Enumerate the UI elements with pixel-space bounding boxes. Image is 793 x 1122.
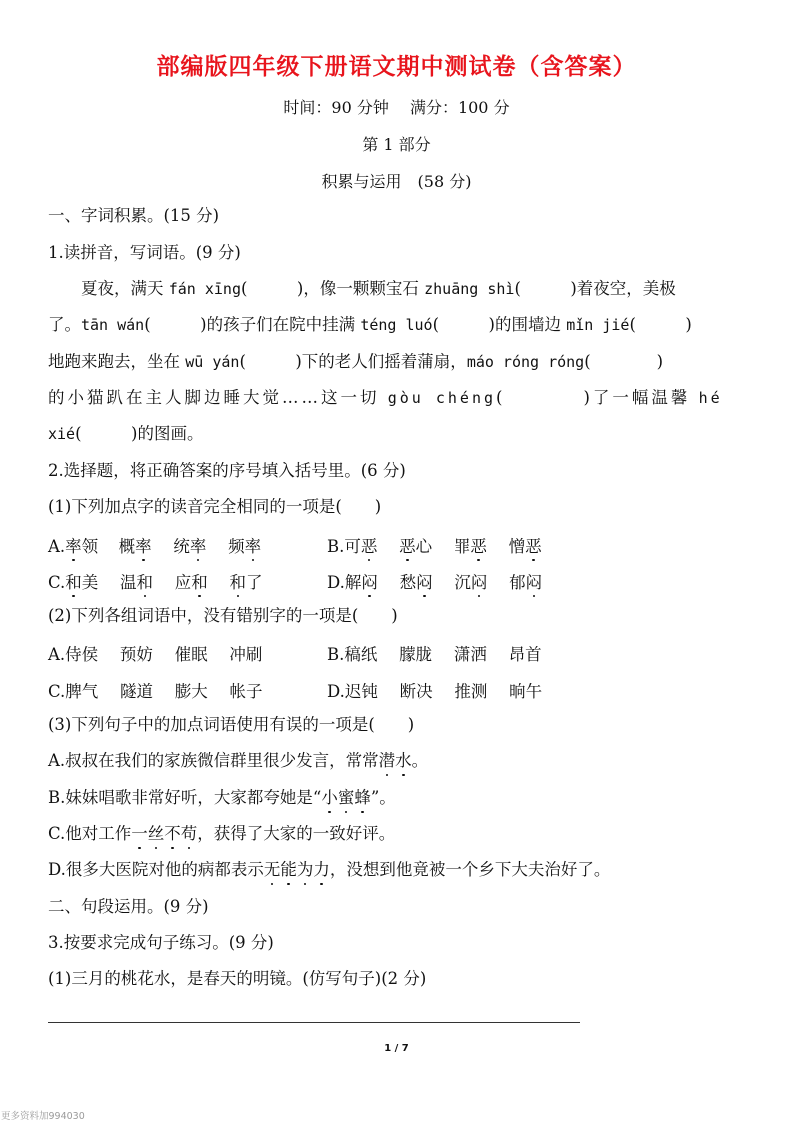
part-subtitle: 积累与运用 (58 分) [321,172,472,191]
pinyin: gòu chéng [387,389,497,407]
q2-sub3-option-d[interactable]: D.很多大医院对他的病都表示无能为力，没想到他竟被一个乡下大夫治好了。 [48,860,611,879]
pinyin: máo róng róng [466,353,585,371]
q2-sub2-option-d[interactable]: D.迟钝 断决 推测 晌午 [327,682,543,701]
part-heading: 第 1 部分 [362,135,431,154]
pinyin: hé [698,389,723,407]
q1-line-2: 了。tān wán( )的孩子们在院中挂满 téng luó( )的围墙边 mǐn jié( ) [48,315,692,334]
answer-blank[interactable]: ( )的围墙边 [432,315,567,334]
pinyin: fán xīng [168,280,241,298]
section2-heading: 二、句段运用。(9 分) [48,897,209,916]
q2-sub2-prompt: (2)下列各组词语中，没有错别字的一项是( ) [48,606,398,625]
answer-blank[interactable]: ( )着夜空，美极 [514,279,676,298]
answer-blank[interactable]: ( )了一幅温馨 [496,388,699,407]
pinyin: téng luó [360,316,433,334]
answer-blank[interactable]: ( )下的老人们摇着蒲扇， [239,352,467,371]
pinyin: mǐn jié [566,316,630,334]
q1-line-4: 的小猫趴在主人脚边睡大觉……这一切 gòu chéng( )了一幅温馨 hé [48,388,723,407]
q2-sub2-option-b[interactable]: B.稿纸 朦胧 潇洒 昂首 [327,645,542,664]
q1-line-5 [48,423,748,445]
answer-blank[interactable]: ( )的孩子们在院中挂满 [144,315,361,334]
answer-blank[interactable]: ( ) [629,315,692,334]
q3-heading: 3.按要求完成句子练习。(9 分) [48,933,274,952]
q2-sub1-option-b[interactable]: B.可恶 恶心 罪恶 憎恶 [327,533,542,557]
q3-sub1-prompt: (1)三月的桃花水，是春天的明镜。(仿写句子)(2 分) [48,969,427,988]
section1-heading: 一、字词积累。(15 分) [48,206,220,225]
q1-line-3: 地跑来跑去，坐在 wū yán( )下的老人们摇着蒲扇，máo róng róng( ) [48,352,664,371]
q2-sub1-option-a[interactable]: A.率领 概率 统率 频率 [48,533,261,557]
time-score-info: 时间：90 分钟 满分：100 分 [283,98,510,117]
watermark-text: 更多资料加994030 [1,1111,85,1122]
footer-divider [48,1022,580,1023]
q2-sub3-option-c[interactable]: C.他对工作一丝不苟，获得了大家的一致好评。 [48,824,396,843]
pinyin: tān wán [81,316,145,334]
document-title: 部编版四年级下册语文期中测试卷（含答案） [156,54,637,80]
page-number: 1 / 7 [384,1043,409,1054]
pinyin: xié [48,425,76,443]
q2-heading: 2.选择题，将正确答案的序号填入括号里。(6 分) [48,461,406,480]
pinyin: zhuāng shì [424,280,515,298]
answer-blank[interactable]: ( )，像一颗颗宝石 [241,279,425,298]
q2-sub1-option-d[interactable]: D.解闷 愁闷 沉闷 郁闷 [327,569,542,593]
q2-sub3-prompt: (3)下列句子中的加点词语使用有误的一项是( ) [48,715,415,734]
q2-sub1-option-c[interactable]: C.和美 温和 应和 和了 [48,569,263,593]
q1-heading: 1.读拼音，写词语。(9 分) [48,243,241,262]
answer-blank[interactable]: ( ) [584,352,664,371]
q2-sub3-option-b[interactable]: B.妹妹唱歌非常好听，大家都夸她是“小蜜蜂”。 [48,788,396,807]
q2-sub2-option-c[interactable]: C.脾气 隧道 膨大 帐子 [48,682,263,701]
q1-line-1: 夏夜，满天 fán xīng( )，像一颗颗宝石 zhuāng shì( )着夜空，美极 [48,279,676,298]
q2-sub2-option-a[interactable]: A.侍侯 预妨 催眠 冲刷 [48,645,263,664]
q2-sub1-prompt: (1)下列加点字的读音完全相同的一项是( ) [48,497,382,516]
q2-sub3-option-a[interactable]: A.叔叔在我们的家族微信群里很少发言，常常潜水。 [48,751,429,770]
pinyin: wū yán [185,353,240,371]
answer-blank[interactable]: ( )的图画。 [75,424,204,443]
